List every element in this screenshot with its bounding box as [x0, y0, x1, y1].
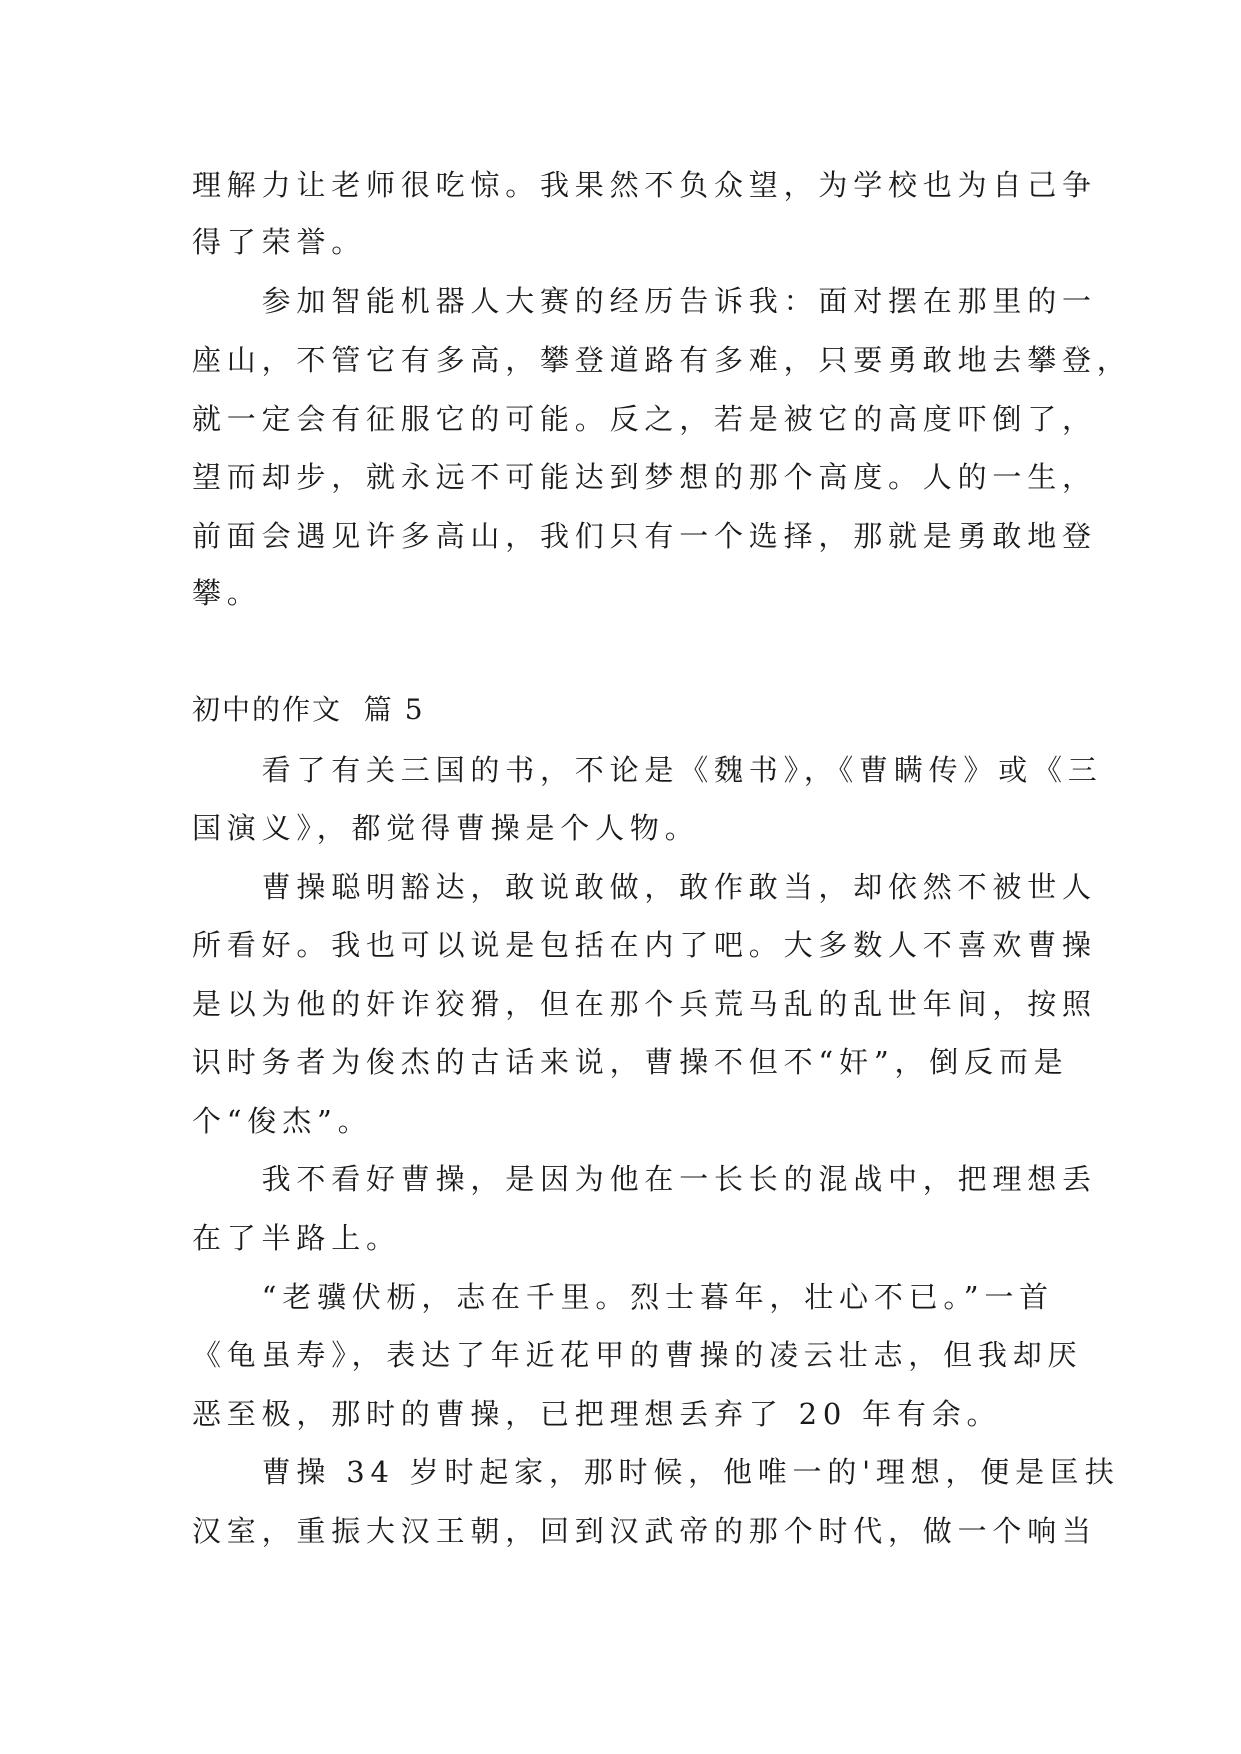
- text-line: 是以为他的奸诈狡猾，但在那个兵荒马乱的乱世年间，按照: [192, 987, 1097, 1021]
- text-line: 攀。: [192, 576, 262, 610]
- text-line: 汉室，重振大汉王朝，回到汉武帝的那个时代，做一个响当: [192, 1514, 1097, 1548]
- text-line: 就一定会有征服它的可能。反之，若是被它的高度吓倒了，: [192, 402, 1097, 436]
- section-heading: 初中的作文 篇 5: [192, 693, 425, 726]
- text-line: “老骥伏枥，志在千里。烈士暮年，壮心不已。”一首: [192, 1280, 1054, 1314]
- text-line: 得了荣誉。: [192, 225, 367, 259]
- text-line: 曹操 34 岁时起家，那时候，他唯一的'理想，便是匡扶: [192, 1455, 1120, 1489]
- text-line: 识时务者为俊杰的古话来说，曹操不但不“奸”，倒反而是: [192, 1045, 1069, 1079]
- text-line: 国演义》，都觉得曹操是个人物。: [192, 811, 700, 845]
- text-line: 参加智能机器人大赛的经历告诉我：面对摆在那里的一: [192, 284, 1097, 318]
- text-line: 曹操聪明豁达，敢说敢做，敢作敢当，却依然不被世人: [192, 870, 1097, 904]
- text-line: 看了有关三国的书，不论是《魏书》，《曹瞒传》或《三: [192, 753, 1103, 787]
- text-line: 所看好。我也可以说是包括在内了吧。大多数人不喜欢曹操: [192, 928, 1097, 962]
- text-line: 理解力让老师很吃惊。我果然不负众望，为学校也为自己争: [192, 168, 1097, 202]
- text-line: 个“俊杰”。: [192, 1104, 373, 1138]
- text-line: 望而却步，就永远不可能达到梦想的那个高度。人的一生，: [192, 460, 1097, 494]
- text-line: 座山，不管它有多高，攀登道路有多难，只要勇敢地去攀登，: [192, 343, 1132, 377]
- text-line: 在了半路上。: [192, 1221, 401, 1255]
- text-line: 恶至极，那时的曹操，已把理想丢弃了 20 年有余。: [192, 1397, 1002, 1431]
- text-line: 前面会遇见许多高山，我们只有一个选择，那就是勇敢地登: [192, 519, 1097, 553]
- text-line: 我不看好曹操，是因为他在一长长的混战中，把理想丢: [192, 1162, 1097, 1196]
- text-line: 《龟虽寿》，表达了年近花甲的曹操的凌云壮志，但我却厌: [192, 1338, 1083, 1372]
